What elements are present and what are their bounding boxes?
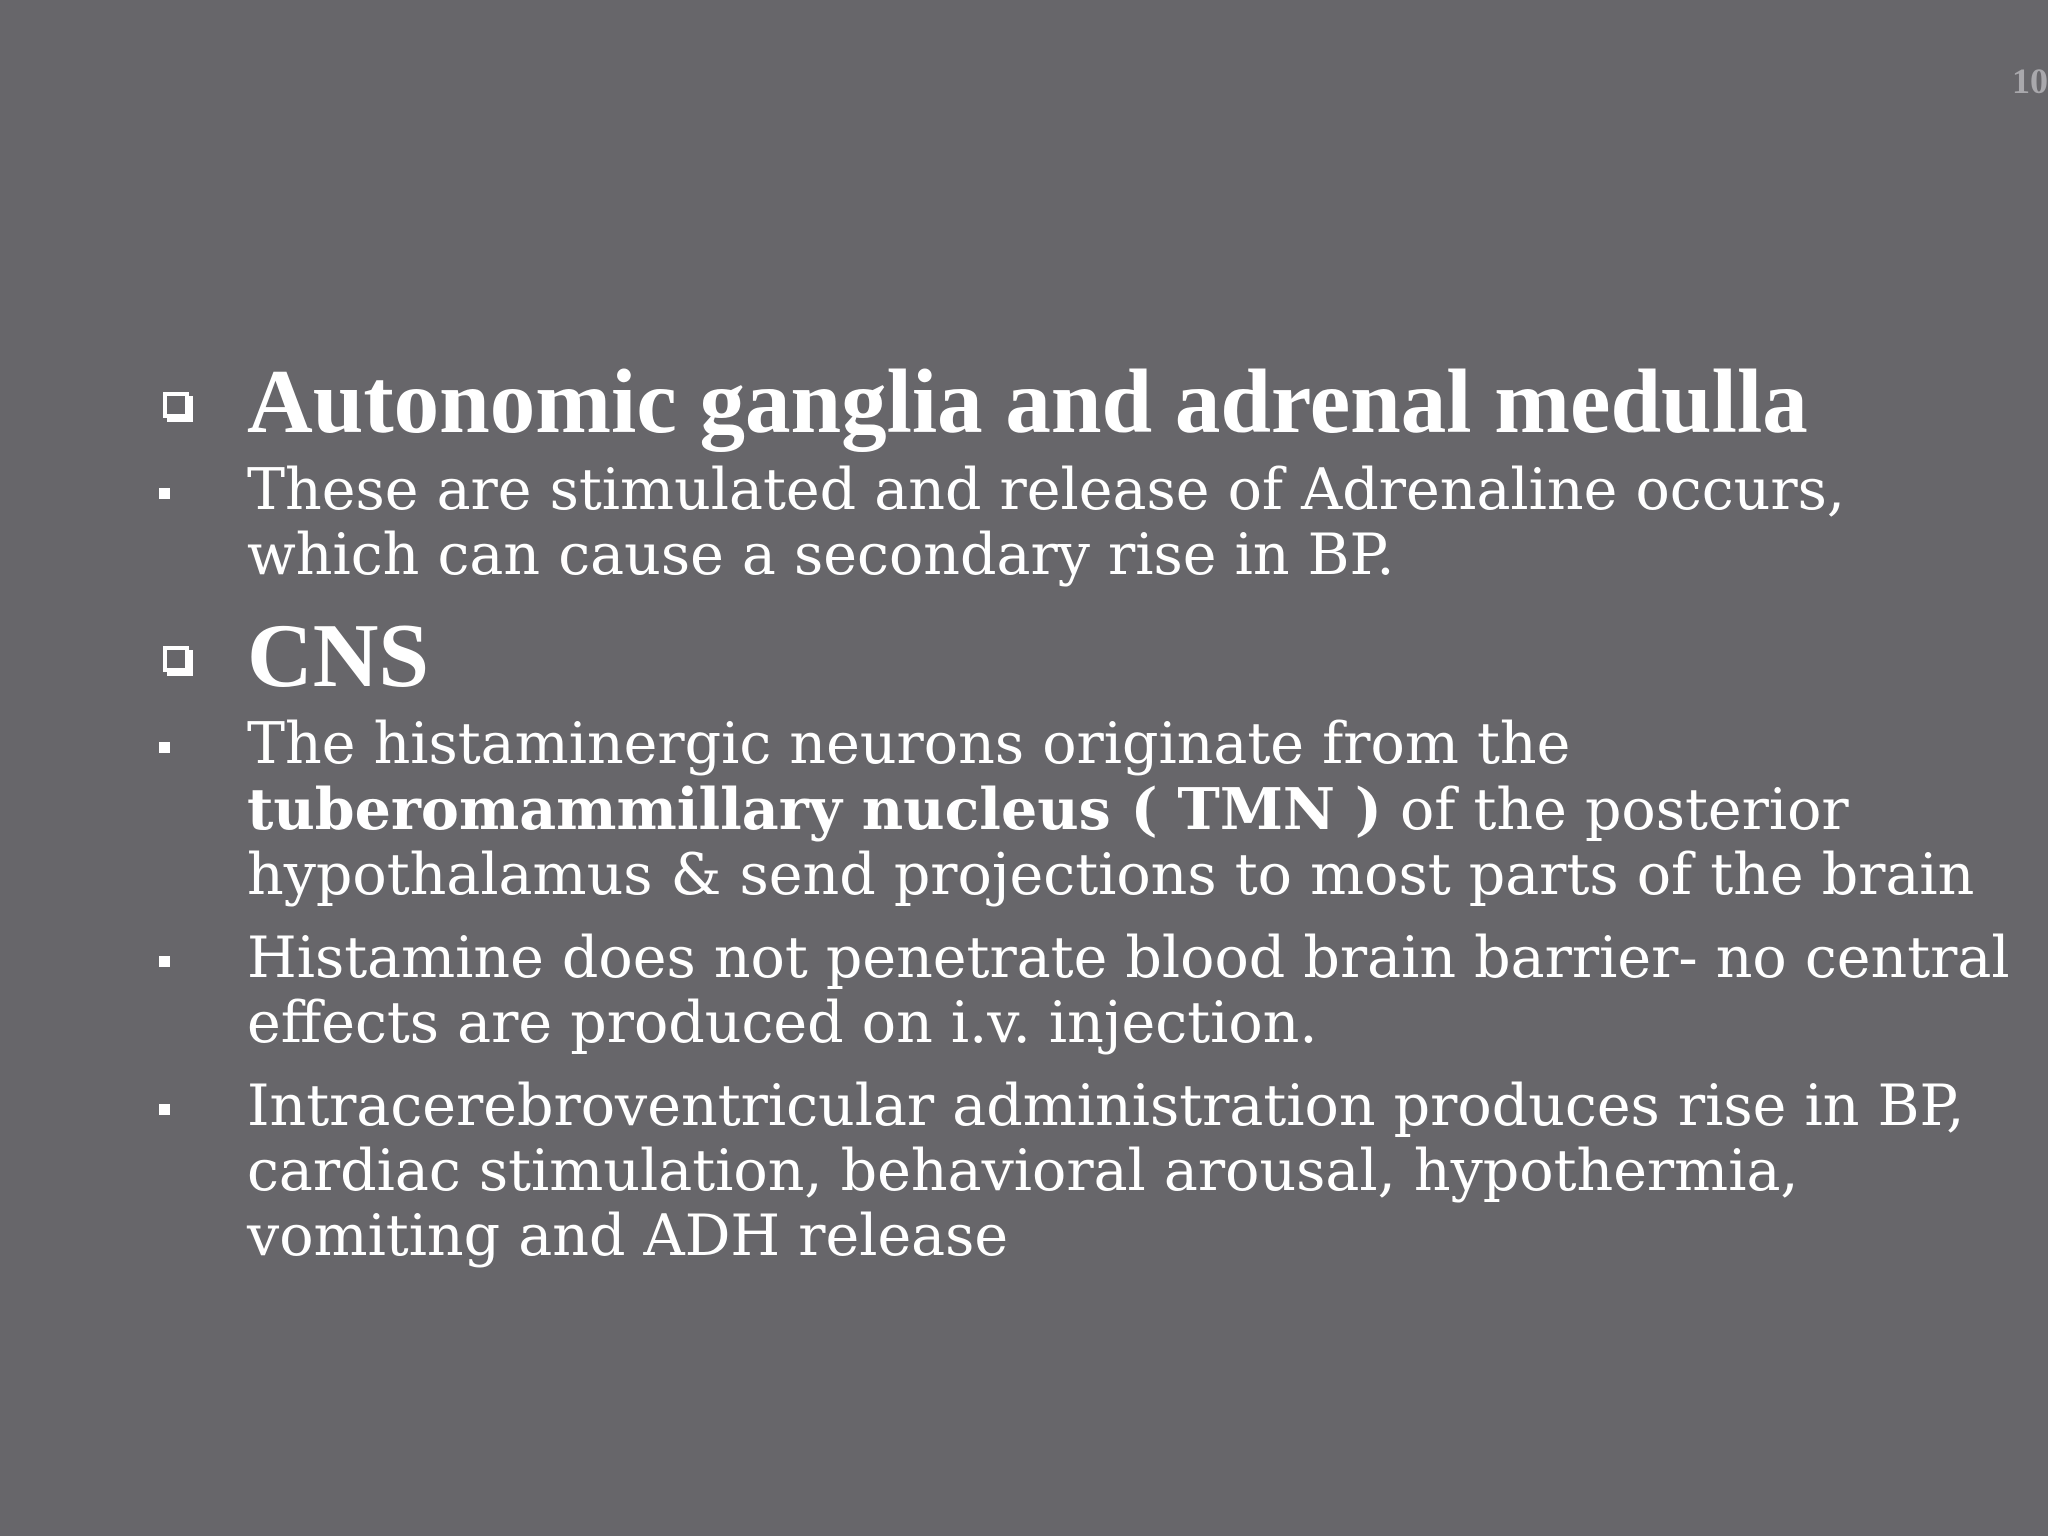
bullet-item <box>155 1074 2035 1269</box>
bullet-item <box>155 926 2035 1056</box>
section-heading-autonomic <box>155 352 2035 452</box>
bullet-text: Intracerebroventricular administration produces rise in BP, cardiac stimulation, behavioral arousal, hypothermia, vomiting and ADH release <box>247 1073 1965 1269</box>
bullet-item <box>155 458 2035 588</box>
bullet-item <box>155 712 2035 908</box>
heading-text: CNS <box>247 605 430 706</box>
slide-content <box>155 352 2035 1287</box>
small-square-bullet-icon <box>159 742 170 753</box>
bullet-bold-term: tuberomammillary nucleus ( TMN ) <box>247 776 1382 843</box>
bullet-text-part: The histaminergic neurons originate from the <box>247 711 1571 777</box>
small-square-bullet-icon <box>159 1104 170 1115</box>
section-heading-cns <box>155 606 2035 706</box>
bullet-text: These are stimulated and release of Adrenaline occurs, which can cause a secondary rise in BP. <box>247 457 1845 588</box>
small-square-bullet-icon <box>159 956 170 967</box>
hollow-square-bullet-icon <box>163 392 189 418</box>
hollow-square-bullet-icon <box>163 646 189 672</box>
bullet-text: Histamine does not penetrate blood brain barrier- no central effects are produced on i.v. injection. <box>247 925 2010 1056</box>
slide-number: 10 <box>2012 61 2048 101</box>
small-square-bullet-icon <box>159 488 170 499</box>
heading-text: Autonomic ganglia and adrenal medulla <box>247 351 1808 452</box>
bullet-text-part: of the posterior hypothalamus & send projections to most parts of the brain <box>247 777 1975 908</box>
